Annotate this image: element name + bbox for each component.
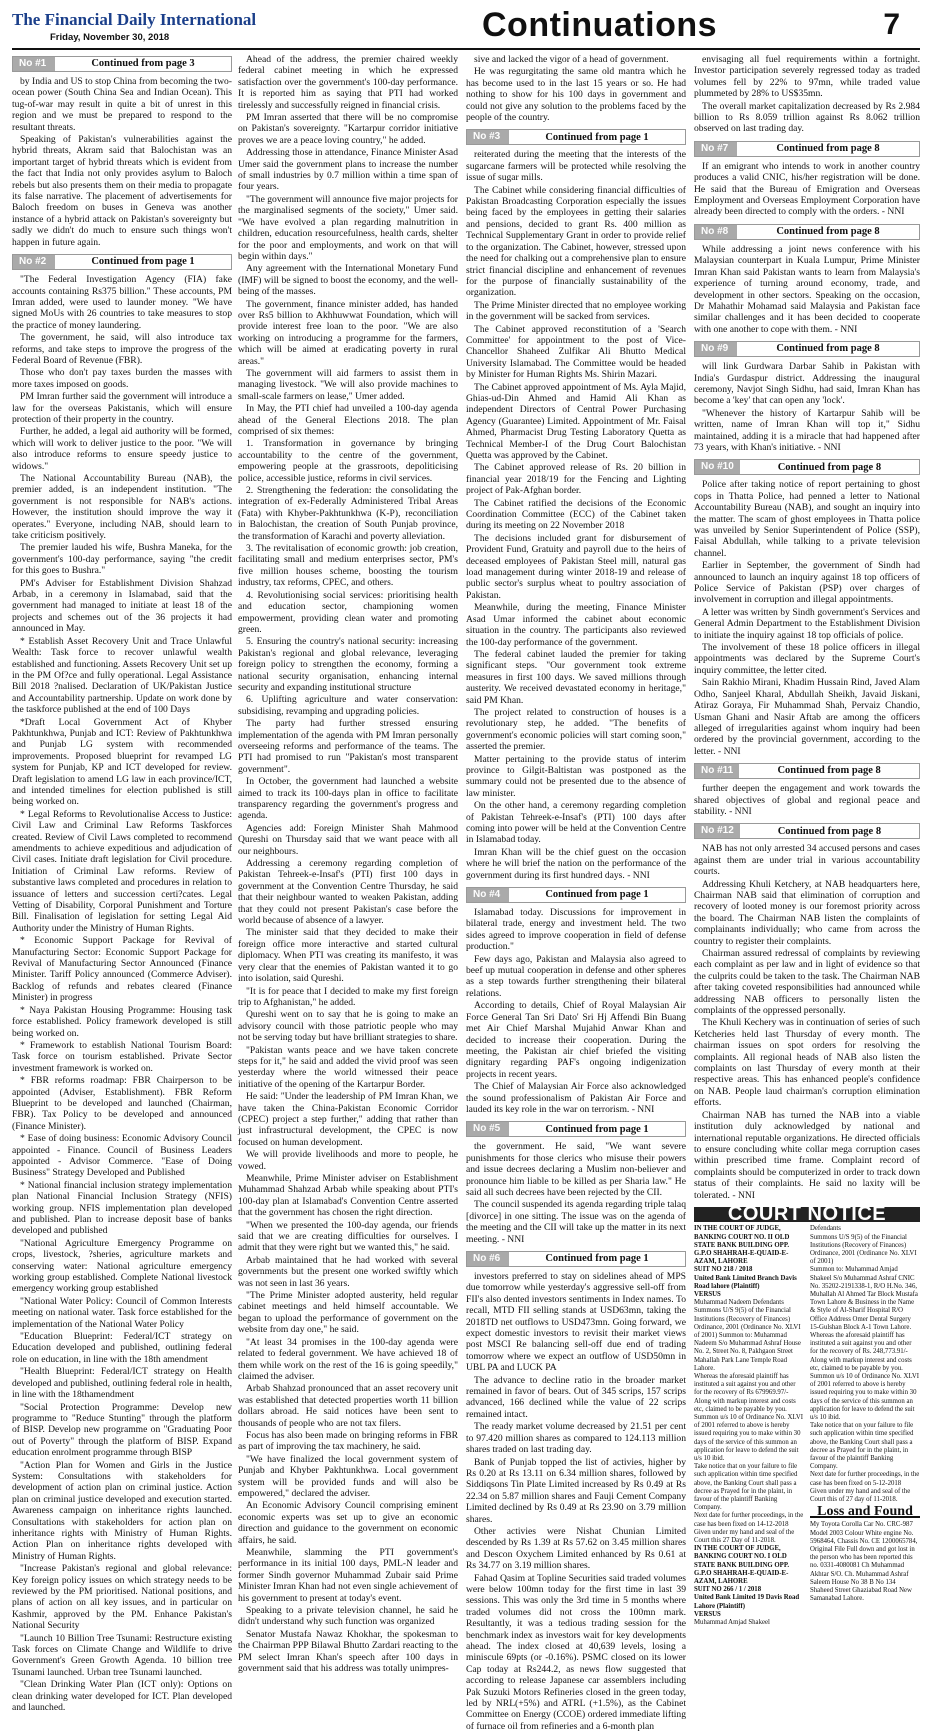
paragraph: The ready market volume decreased by 21.51 per cent to 97.420 million shares as compared to 124.113 million shares traded on last trading day.	[466, 1421, 686, 1456]
column-1	[12, 54, 232, 1714]
paragraph: 6. Uplifting agriculture and water conservation: subsidising, revamping and upgrading policies.	[238, 694, 458, 717]
paragraph: "National Agriculture Emergency Programme on crops, livestock, ?sheries, agriculture markets and conserving water: National agriculture emergency working group established. Complete National livestock emergency working group established	[12, 1237, 232, 1295]
column-4	[694, 54, 920, 1627]
continuation-number: No #12	[695, 824, 740, 838]
loss-and-found-text: My Toyota Corolla Car No. CRC-987 Model 2003 Colour White engine No. 5968464, Chassis No. CE 1200065784, Original File Full down and got lost in the person who has been reported this no. 0331-4080081 Ch Muhammad Akhtar S/O. Ch. Muhammad Ashraf Saleem House No 38 B No 134 Shaheed Street Ghaziabad Road New Samanabad Lahore.	[810, 1521, 918, 1603]
paragraph: The government will aid farmers to assist them in managing livestock. "We will also provide machines to small-scale farmers on lease," Umer added.	[238, 367, 458, 402]
paragraph: If an emigrant who intends to work in another country produces a valid CNIC, his/her registration will be done. He said that the Bureau of Emigration and Overseas Employment and Overseas Employment Corporation have already been directed to comply with the orders. - NNI	[694, 160, 920, 218]
paragraph: "The government will announce five major projects for the marginalised segments of the society," Umer said. "We have evolved a plan regarding malnutrition in children, education resourcefulness, health cards, shelter for the poor and employments, and work on that will begin within days."	[238, 193, 458, 262]
paragraph: * National financial inclusion strategy implementation plan National Financial Inclusion Strategy (NFIS) working group. NFIS implementation plan developed and published. Plan to increase deposit base of banks developed and published	[12, 1179, 232, 1237]
continuation-number: No #5	[467, 1122, 509, 1136]
paragraph: The premier lauded his wife, Bushra Maneka, for the government's 100-day performance, saying "the credit for this goes to Bushra."	[12, 542, 232, 577]
paragraph: 3. The revitalisation of economic growth: job creation, facilitating small and medium enterprises sector, PM's five million houses scheme, boosting the tourism industry, tax reforms, CPEC, and others.	[238, 543, 458, 589]
paragraph: The Cabinet approved reconstitution of a 'Search Committee' for appointment to the post of Vice-Chancellor Shaheed Zulfikar Ali Bhutto Medical University Islamabad. The Committee would be headed by Minister for Human Rights Ms. Shirin Mazari.	[466, 323, 686, 381]
continuation-number: No #7	[695, 142, 737, 156]
paragraph: * Naya Pakistan Housing Programme: Housing task force established. Policy framework developed is still being worked on.	[12, 1004, 232, 1039]
paragraph: The minister said that they decided to make their foreign office more interactive and started cultural diplomacy. When PTI was creating its manifesto, it was very clear that the enemies of Pakistan wanted it to go into isolation, said Qureshi.	[238, 927, 458, 985]
continuation-number: No #9	[695, 342, 737, 356]
paragraph: An Economic Advisory Council comprising eminent economic experts was set up to give an economic direction and guidance to the government on economic affairs, he said.	[238, 1500, 458, 1546]
paragraph: The decisions included grant for disbursement of Provident Fund, Gratuity and payroll due to the heirs of deceased employees of Pakistan Steel mill, natural gas load management during winter 2018-19 and release of public sector's surplus wheat to poultry association of Pakistan.	[466, 532, 686, 601]
continuation-header	[466, 129, 686, 145]
paragraph: The National Accountability Bureau (NAB), the premier added, is an independent institution. "The government is not responsible for NAB's actions. However, the institution should improve the way it operates." Everyone, including NAB, should learn to take criticism positively.	[12, 473, 232, 542]
paragraph: "We have finalized the local government system of Punjab and Khyber Pakhtunkhwa. Local government system will be provided funds and will also be empowered," declared the adviser.	[238, 1453, 458, 1499]
paragraph: Few days ago, Pakistan and Malaysia also agreed to beef up mutual cooperation in defense and other spheres as a step towards further strengthening their bilateral relations.	[466, 953, 686, 999]
page-number: 7	[883, 8, 900, 41]
summons-text: Whereas the aforesaid plaintiff has instituted a suit against you and other for the recovery of Rs 679969.97/- Along with markup interest and costs etc, claimed to be payable by you. Summon u/s 10 of Ordinance No. XLVI of 2001 referred to above is hereby issued requiring you to make within 30 days of the service of this summon an application for leave to defend the suit u/s 10 ibid.	[694, 1373, 804, 1463]
continuation-header	[12, 254, 232, 270]
defendant: Muhammad Amjad Shakeel	[694, 1619, 770, 1627]
paragraph: * Ease of doing business: Economic Advisory Council appointed - Finance. Council of Business Leaders appointed - Advisor Commerce. "Ease of Doing Business" Strategy Developed and Published	[12, 1133, 232, 1179]
continuation-header	[694, 459, 920, 475]
paragraph: "The Prime Minister adopted austerity, held regular cabinet meetings and held himself accountable. We began to upload the performance of government on the website from day one," he said.	[238, 1290, 458, 1336]
given-under-seal: Given under my hand and seal of the Court this of 27 day of 11-2018.	[810, 1487, 911, 1504]
paragraph: "Increase Pakistan's regional and global relevance: Key foreign policy issues on which strategy needs to be reviewed by the PM prioritised. National positions, and plans of action on all key issues, and in particular on Kashmir, approved by the PM. Enhance Pakistan's National Security	[12, 1563, 232, 1632]
paragraph: * FBR reforms roadmap: FBR Chairperson to be appointed (Adviser, Establishment). FBR Reform Blueprint to be developed and launched (Chairman, FBR). Tax Policy to be developed and announced (Finance Minister).	[12, 1075, 232, 1132]
paragraph: PM Imran further said the government will introduce a law for the overseas Pakistanis, which will ensure protection of their property in the country.	[12, 391, 232, 425]
paragraph: 2. Strengthening the federation: the consolidating the integration of ex-Federally Administered Tribal Areas (Fata) with Khyber-Pakhtunkhwa (K-P), reconciliation in Balochistan, the creation of South Punjab province, the transformation of Karachi and poverty alleviation.	[238, 485, 458, 542]
paragraph: "It is for peace that I decided to make my first foreign trip to Afghanistan," he added.	[238, 985, 458, 1008]
continuation-number: No #1	[13, 57, 55, 71]
paragraph: "Pakistan wants peace and we have taken concrete steps for it," he said and added the vivid proof was seen yesterday where the world witnessed their peace initiative of the opening of the Kartarpur Border.	[238, 1044, 458, 1090]
paragraph: Police after taking notice of report pertaining to ghost cops in Thatta Police, had penned a letter to National Accountability Bureau (NAB), and sought an inquiry into the matter. The scam of ghost employees in Thatta police was unveiled by Senior Superintendent of Police (SSP), Faisal Abdullah, while talking to a private television channel.	[694, 479, 920, 559]
paragraph: reiterated during the meeting that the interests of the sugarcane farmers will be protected while resolving the issue of sugar mills.	[466, 149, 686, 184]
paragraph: The Cabinet approved appointment of Ms. Ayla Majid, Ghias-ud-Din Ahmed and Hamid Ali Khan as independent Directors of Central Power Purchasing Agency (Guarantee) Limited. Appointment of Mr. Faisal Ahmed, Pharmacist Drug Testing Laboratory Quetta as Technical Member-I of the Drug Court Balochistan Quetta was approved by the Cabinet.	[466, 381, 686, 461]
paragraph: The Prime Minister directed that no employee working in the government will be sacked from services.	[466, 299, 686, 323]
paragraph: The advance to decline ratio in the broader market remained in favor of bears. Out of 345 scrips, 157 scrips advanced, 166 declined while the value of 22 scrips remained intact.	[466, 1374, 686, 1420]
court-notice-title: COURT NOTICE	[694, 1207, 920, 1222]
paragraph: 5. Ensuring the country's national security: increasing Pakistan's regional and global relevance, leveraging foreign policy to strengthen the economy, forming a national security organisation, enhancing internal security and expanding institutional structure	[238, 636, 458, 693]
continuation-source: Continued from page 1	[545, 131, 649, 143]
issue-date: Friday, November 30, 2018	[50, 32, 170, 43]
court-notice-col-1	[694, 1225, 804, 1627]
paragraph: The party had further stressed ensuring implementation of the agenda with PM Imran personally overseeing reforms and performance of the teams. The PTI had promised to run "Pakistan's most transparent government".	[238, 718, 458, 775]
court-notice	[694, 1225, 920, 1627]
paragraph: In May, the PTI chief had unveiled a 100-day agenda ahead of the General Elections 2018. The plan comprised of six themes:	[238, 403, 458, 437]
paragraph: "Health Blueprint: Federal/ICT strategy on Health developed and published, outlining federal role in health, in line with the 18thamendment	[12, 1366, 232, 1401]
continuation-header	[694, 224, 920, 240]
court-notice-col-2	[810, 1225, 920, 1627]
paragraph: The Chief of Malaysian Air Force also acknowledged the sound professionalism of Pakistan Air Force and lauded its key role in the war on terrorism. - NNI	[466, 1081, 686, 1115]
continuation-source: Continued from page 8	[777, 461, 882, 473]
given-under-seal: Given under my hand and seal of the Court this 27 Day of 11-2018.	[694, 1528, 795, 1545]
paragraph: PM's Adviser for Establishment Division Shahzad Arbab, in a ceremony in Islamabad, said that the government had managed to initiate at least 18 of the projects and schemes out of the 36 projects it had announced in May.	[12, 577, 232, 635]
paragraph: The overall market capitalization decreased by Rs 2.984 billion to Rs 8.059 trillion against Rs 8.062 trillion observed on last trading day.	[694, 100, 920, 135]
paragraph: The involvement of these 18 police officers in illegal appointments was declared by the Supreme Court's inquiry committee, the letter cited.	[694, 642, 920, 676]
paragraph: 1. Transformation in governance by bringing accountability to the centre of the government, empowering people at the grassroots, depoliticising police, accessible justice, reforms in civil services.	[238, 438, 458, 484]
summons-text: Take notice that on your failure to file such application within time specified above, the Banking Court shall pass a decree as Prayed for in the plaint, in favour of the plaintiff Banking Company.	[694, 1463, 798, 1512]
paragraph: "Whenever the history of Kartarpur Sahib will be written, name of Imran Khan will top it," Sidhu maintained, adding it is a miracle that had happened after 73 years, with Khan's initiative. - NNI	[694, 407, 920, 453]
defendant: Defendants	[810, 1225, 841, 1233]
versus: VERSUS	[694, 1290, 721, 1298]
continuation-number: No #6	[467, 1252, 509, 1266]
paragraph: further deepen the engagement and work towards the shared objectives of global and regional peace and stability. - NNI	[694, 783, 920, 817]
defendant: Muhammad Nadeem Defendants	[694, 1299, 784, 1307]
paragraph: Any agreement with the International Monetary Fund (IMF) will be signed to boost the economy, and the well-being of the masses.	[238, 263, 458, 298]
suit-number: SUIT NO 218 / 2018	[694, 1266, 753, 1274]
paragraph: The council suspended its agenda regarding triple talaq [divorce] in one sitting. The issue was on the agenda of the meeting and the CII will take up the matter in its next meeting. - NNI	[466, 1199, 686, 1245]
paragraph: Arbab maintained that he had worked with several governments but the present one worked swiftly which was not seen in last 36 years.	[238, 1254, 458, 1289]
summons-text: Take notice that on your failure to file such application within time specified above, the Banking Court shall pass a decree as Prayed for in the plaint, in favour of the plaintiff Banking Company.	[810, 1422, 914, 1471]
paragraph: Chairman NAB has turned the NAB into a viable institution duly acknowledged by national and international reputable organizations. He directed officials to ensure concluding white collar mega corruption cases within prescribed time frame. Complaint record of complaints should be computerized in order to track down status of their complaints. He said no laxity will be tolerated. - NNI	[694, 1109, 920, 1201]
paragraph: Senator Mustafa Nawaz Khokhar, the spokesman to the Chairman PPP Bilawal Bhutto Zardari reacting to the PM select Imran Khan's speech after 100 days in government said that his address was totally unimpres-	[238, 1628, 458, 1675]
paragraph: On the other hand, a ceremony regarding completion of Pakistan Tehreek-e-Insaf's (PTI) 100 days after coming into power will be held at the Convention Centre in Islamabad today.	[466, 800, 686, 846]
paragraph: Arbab Shahzad pronounced that an asset recovery unit was established that detected properties worth 11 billion dollars abroad. He said notices have been sent to thousands of people who are not tax filers.	[238, 1383, 458, 1429]
paragraph: The Cabinet ratified the decisions of the Economic Coordination Committee (ECC) of the Cabinet taken during its meeting on 22 November 2018	[466, 497, 686, 532]
paragraph: A letter was written by Sindh government's Services and General Admin Department to the Establishment Division to initiate the inquiry against 18 top officials of police.	[694, 606, 920, 641]
paragraph: "When we presented the 100-day agenda, our friends said that we are creating difficulties for ourselves. I admit that they were right but we wanted this," he said.	[238, 1219, 458, 1254]
continuation-number: No #2	[13, 255, 55, 269]
paragraph: * Establish Asset Recovery Unit and Trace Unlawful Wealth: Task force to recover unlawful wealth established and functioning. Assets Recovery Unit set up in the PM Of?ce and fully operational. Legal Assistance Bill 2018 ?nalised. Declaration of UK/Pakistan Justice and Accountability partnership. Update on work done by the taskforce published at the end of 100 Days	[12, 635, 232, 716]
court-heading: IN THE COURT OF JUDGE, BANKING COURT NO. I OLD STATE BANK BUILDING OPP. G.P.O SHAHRAH-E-QUAID-E-AZAM, LAHORE	[694, 1545, 790, 1586]
paragraph: "At least 34 promises in the 100-day agenda were related to federal government. We have achieved 18 of them while work on the rest of the 16 is going speedily," claimed the adviser.	[238, 1336, 458, 1382]
paragraph: Speaking to a private television channel, he said he didn't understand why such function was organized	[238, 1605, 458, 1628]
paragraph: by India and US to stop China from becoming the two-ocean power (South China Sea and Indian Ocean). This tug-of-war may result in quite a bit of unrest in this region and we must be prepared to respond to the resultant threats.	[12, 76, 232, 133]
paragraph: Matter pertaining to the provide status of interim province to Gilgit-Baltistan was postponed as the summary could not be presented due to the absence of law minister.	[466, 753, 686, 799]
column-2	[238, 54, 458, 1675]
paragraph: Islamabad today. Discussions for improvement in bilateral trade, energy and investment held. The two sides agreed to improve cooperation in field of defense production."	[466, 907, 686, 953]
continuation-source: Continued from page 8	[776, 143, 880, 155]
paragraph: "The Federal Investigation Agency (FIA) fake accounts containing Rs375 billion." These accounts, PM Imran added, were used to launder money. "We have signed MoUs with 26 countries to take measures to stop the practice of money laundering.	[12, 274, 232, 331]
paragraph: Other activies were Nishat Chunian Limited descended by Rs 1.39 at Rs 57.62 on 3.45 million shares and Descon Oxychem Limited enhanced by Rs 0.61 at Rs 34.77 on 3.19 million shares.	[466, 1525, 686, 1572]
continuation-number: No #8	[695, 225, 737, 239]
court-heading: IN THE COURT OF JUDGE, BANKING COURT NO. II OLD STATE BANK BUILDING OPP. G.P.O SHAHRAH-E-QUAID-E-AZAM, LAHORE	[694, 1225, 790, 1266]
suit-number: SUIT NO 266 / 1 / 2018	[694, 1586, 762, 1594]
paragraph: 4. Revolutionising social services: prioritising health and education sector, championing women empowerment, providing clean water and promoting green.	[238, 589, 458, 635]
summons-text: Summons U/S 9(5) of the Financial Institutions (Recovery of Finances) Ordinance, 2001 (Ordinance No. XLVI of 2001)	[810, 1233, 917, 1266]
paragraph: Further, he added, a legal aid authority will be formed, which will work to deliver justice to the poor. "We will also introduce reforms to ensure speedy justice to widows."	[12, 426, 232, 472]
paragraph: Ahead of the address, the premier chaired weekly federal cabinet meeting in which he expressed satisfaction over the government's 100-day performance. It is reported him as saying that PTI had worked tirelessly and successfully reigned in financial crisis.	[238, 54, 458, 111]
paragraph: Meanwhile, Prime Minister adviser on Establishment Muhammad Shahzad Arbab while speaking about PTI's 100-day plan at Islamabad's Convention Centre asserted that the government has chosen the right direction.	[238, 1173, 458, 1219]
paragraph: Earlier in September, the government of Sindh had announced to launch an inquiry against 18 top officers of Police Service of Pakistan (PSP) over charges of involvement in corruption and illegal appointments.	[694, 560, 920, 606]
paragraph: The government, finance minister added, has handed over Rs5 billion to Akhhuwwat Foundation, which will provide interest free loan to the poor. "We are also working on introducing a programme for the farmers, which will be aimed at eradicating poverty in rural areas."	[238, 298, 458, 367]
newspaper-name: The Financial Daily International	[12, 10, 257, 29]
continuation-source: Continued from page 8	[777, 825, 882, 837]
column-3	[466, 54, 686, 1732]
paragraph: The government, he said, will also introduce tax reforms, and take steps to improve the progress of the Federal Board of Revenue (FBR).	[12, 332, 232, 366]
continuation-number: No #11	[695, 764, 739, 778]
paragraph: The Khuli Kechery was in continuation of series of such Ketcheries held last Thursday of every month. The chairman issues on spot orders for resolving the complaints. All regional heads of NAB also listen the complaints on last Thursday of every month at their respective areas. This has enhanced people's confidence on NAB. People laud chairman's corruption elimination efforts.	[694, 1017, 920, 1109]
continuation-header	[466, 887, 686, 903]
continuation-source: Continued from page 1	[545, 1123, 649, 1135]
continuation-header	[12, 56, 232, 72]
plaintiff: United Bank Limited 19 Davis Road Lahore (Plaintiff)	[694, 1594, 800, 1610]
paragraph: "Launch 10 Billion Tree Tsunami: Restructure existing Task forces on Climate Change and Wildlife to drive Government's Green Growth Agenda. 10 billion tree Tsunami launched. Urban tree Tsunami launched.	[12, 1632, 232, 1678]
continuation-header	[694, 141, 920, 157]
paragraph: Sain Rakhio Mirani, Khadim Hussain Rind, Javed Alam Odho, Sanjeel Kharal, Abdullah Sheikh, Javaid Jiskani, Atiraz Goraya, Fir Muhammad Shah, Pervaiz Chandio, Usman Ghani and Nasir Aftab are among the officers alleged of irregularities against whom inquiry had been ordered by the provincial government, according to the letter. - NNI	[694, 677, 920, 757]
paragraph: The Cabinet approved release of Rs. 20 billion in financial year 2018/19 for the Fencing and Lighting project of Pak-Afghan border.	[466, 462, 686, 497]
hearing-date: Next date for further proceedings, in the case has been fixed on 14-12-2018	[694, 1512, 804, 1528]
paragraph: Those who don't pay taxes burden the masses with more taxes imposed on goods.	[12, 367, 232, 390]
continuation-header	[694, 341, 920, 357]
paragraph: Addressing those in attendance, Finance Minister Asad Umer said the government plans to increase the number of small industries by 0.7 million within a time span of four years.	[238, 147, 458, 193]
paragraph: * Legal Reforms to Revolutionalise Access to Justice: Civil Law and Criminal Law Reforms Taskforces created. Review of Civil Laws completed to recommend amendments to achieve expeditious and adjudication of Civil cases. Initiate draft legislation for Civil procedure. Initiation of Criminal Law reforms. Review of substantive laws completed and procedures in relation to issuance of letters and succession certi?cates. Legal Vetting of Disability, Corporal Punishment and Torture Bill. Finalisation of legislation for setting Legal Aid Authority under the Ministry of Human Rights.	[12, 808, 232, 934]
loss-and-found-title: Loss and Found	[810, 1508, 920, 1518]
header-rule	[12, 48, 920, 50]
paragraph: * Framework to establish National Tourism Board: Task force on tourism established. Private Sector investment framework is worked on.	[12, 1039, 232, 1074]
continuation-number: No #3	[467, 130, 509, 144]
paragraph: Bank of Punjab topped the list of activies, higher by Rs 0.20 at Rs 13.11 on 6.34 million shares, followed by Siddiqsons Tin Plate Limited increased by Rs 0.49 at Rs 22.34 on 5.87 million shares and Fauji Cement Company Limited declined by Rs 0.49 at Rs 23.90 on 3.79 million shares.	[466, 1456, 686, 1525]
paragraph: Qureshi went on to say that he is going to make an advisory council with those patriotic people who may not be serving today but have brilliant strategies to share.	[238, 1009, 458, 1044]
hearing-date: Next date for further proceedings, in the case has been fixed on 5-12-2018	[810, 1471, 920, 1487]
paragraph: "Education Blueprint: Federal/ICT strategy on Education developed and published, outlining federal role on education, in line with the 18th amendment	[12, 1331, 232, 1365]
paragraph: Chairman assured redressal of complaints by reviewing each complaint as per law and in light of evidence so that the culprits could be taken to the task. The Chairman NAB after taking coveted responsibilities had announced while addressing NAB officers to personally listen the complaints of the oppressed personally.	[694, 948, 920, 1017]
continuation-source: Continued from page 8	[777, 765, 881, 777]
versus: VERSUS	[694, 1610, 721, 1618]
paragraph: the government. He said, "We want severe punishments for those clerics who misuse their powers and issue decrees declaring a Muslim non-believer and pronounce him liable to be killed as per Sharia law." He said all such decrees have been rejected by the CII.	[466, 1141, 686, 1198]
paragraph: Fahad Qasim at Topline Securities said traded volumes were below 100mn today for the first time in last 39 sessions. This was only the 3rd time in 5 months where traded volumes did not cross the 100mn mark. Resultantly, it was a tedious trading session for the benchmark index as investors wait for key developments ahead. The index closed at 40,639 levels, losing a miniscule 69pts (or -0.16%). PSMC closed on its lower Cap today at Rs244.2, as news flow suggested that according to release Japanese car assemblers including Pak Suzuki Motors Refineries closed in the green today, led by NRL(+5%) and ATRL (+1.5%), as the Cabinet Committee on Energy (CCOE) ordered immediate lifting of furnace oil from refineries and a 6-month plan	[466, 1572, 686, 1732]
paragraph: He said: "Under the leadership of PM Imran Khan, we have taken the China-Pakistan Economic Corridor (CPEC) project a step further," adding that rather than just infrastructural development, the CPEC is now focused on human development.	[238, 1091, 458, 1148]
paragraph: Imran Khan will be the chief guest on the occasion where he will brief the nation on the performance of the government during its first hundred days. - NNI	[466, 846, 686, 881]
summons-text: Summons U/S 9(5) of the Financial Institutions (Recovery of Finances) Ordinance, 2001 (Ordinance No. XLVI of 2001) Summon to: Muhammad Nadeem S/o Muhammad Ashraf House No. 2, Street No. 8, Pakhgaon Street Mahallah Park Lane Temple Road Lahore.	[694, 1307, 801, 1372]
continuation-header	[694, 823, 920, 839]
continuation-source: Continued from page 1	[91, 256, 195, 268]
paragraph: PM Imran asserted that there will be no compromise on Pakistan's sovereignty. "Kartarpur corridor initiative proves we are a peace loving country," he added.	[238, 112, 458, 146]
paragraph: The federal cabinet lauded the premier for taking significant steps. "Our government took extreme measures in first 100 days. We saved millions through austerity. We received devastated economy in heritage," said PM Khan.	[466, 648, 686, 706]
paragraph: Addressing Khuli Ketchery, at NAB headquarters here, Chairman NAB said that elimination of corruption and recovery of looted money is our foremost priority across the board. The Chairman NAB listen the complaints of complainants individually; who came from across the country to register their complaints.	[694, 878, 920, 947]
continuation-source: Continued from page 1	[545, 889, 649, 901]
paragraph: "Clean Drinking Water Plan (ICT only): Options on clean drinking water developed for ICT. Plan developed and launched.	[12, 1679, 232, 1714]
paragraph: While addressing a joint news conference with his Malaysian counterpart in Kuala Lumpur, Prime Minister Imran Khan said Pakistan wants to learn from Malaysia's experience of turning around economy, trade, and development in other sectors. Speaking on the occasion, Dr Mahathir Mohamad said Malaysia and Pakistan face similar challenges and it has been decided to cooperate with one another to cope with them. - NNI	[694, 243, 920, 335]
paragraph: Meanwhile, slamming the PTI government's performance in its initial 100 days, PML-N leader and former Sindh governor Muhammad Zubair said Prime Minister Imran Khan had not even single achievement of his government to present at today's event.	[238, 1547, 458, 1604]
continuation-source: Continued from page 3	[91, 58, 195, 70]
paragraph: Addressing a ceremony regarding completion of Pakistan Tehreek-e-Insaf's (PTI) first 100 days in government at the Convention Centre Thursday, he said that their neighbour wanted to weaken Pakistan, adding that they could not present Pakistan's case before the world because of absence of a lawyer.	[238, 858, 458, 927]
paragraph: The project related to construction of houses is a revolutionary step, he added. "The benefits of government's economic policies will start coming soon," asserted the premier.	[466, 706, 686, 753]
paragraph: He was regurgitating the same old mantra which he has become used to in the last 15 years or so. He had nothing to show for his 100 days in government and could not give any solution to the problems faced by the people of the country.	[466, 66, 686, 124]
paragraph: NAB has not only arrested 34 accused persons and cases against them are under trial in various accountability courts.	[694, 843, 920, 878]
paragraph: envisaging all fuel requirements within a fortnight. Investor participation severely regressed today as traded volumes fell by 22% to 97mn, while traded value plummeted by 28% to US$35mn.	[694, 54, 920, 100]
continuation-header	[694, 763, 920, 779]
continuation-number: No #10	[695, 460, 740, 474]
paragraph: Meanwhile, during the meeting, Finance Minister Asad Umar informed the cabinet about economic situation in the country. The participants also reviewed the 100-day performance of the government.	[466, 602, 686, 648]
summons-text: Whereas the aforesaid plaintiff has instituted a suit against you and other for the recovery of Rs. 248,773.91/- Along with markup interest and costs etc, claimed to be payable by you. Summon u/s 10 of Ordinance No. XLVI of 2001 referred to above is hereby issued requiring you to make within 30 days of the service of this summon an application for leave to defend the suit u/s 10 ibid.	[810, 1331, 920, 1422]
summons-text: Summon to: Muhammad Amjad Shakeel S/o Muhammad Ashraf CNIC No. 35202-2191338-1, R/O H.No. 346, Muhallah Al Ahmed Tar Block Mustafa Town Lahore & Business in the Name & Style of Al-Sharif Hospital R/O Office Address Omer Dental Surgery 15-Gulshan Block A-1 Town Lahore.	[810, 1266, 918, 1331]
paragraph: According to details, Chief of Royal Malaysian Air Force General Tan Sri Dato' Sri Hj Affendi Bin Buang met Air Chief Marshal Mujahid Anwar Khan and decided to increase their cooperation. During the meeting, the Pakistan air chief briefed the visiting dignitary regarding PAF's ongoing indigenization projects in recent years.	[466, 1000, 686, 1080]
plaintiff: United Bank Limited Branch Davis Road lahore (Plaintiff)	[694, 1274, 797, 1290]
paragraph: "Social Protection Programme: Develop new programme to "Reduce Stunting" through the platform of BISP. Develop new programme on "Graduating Poor out of Poverty" through the platform of BISP. Expand education enrolment programme through BISP	[12, 1401, 232, 1459]
section-title: Continuations	[482, 6, 718, 44]
continuation-header	[466, 1251, 686, 1267]
paragraph: We will provide livelihoods and more to people, he vowed.	[238, 1149, 458, 1172]
paragraph: investors preferred to stay on sidelines ahead of MPS due tomorrow while yesterday's aggressive sell-off from FII's also dented investors sentiments in Index names. To recall, MTD FII selling stands at USD63mn, taking the 2018TD net outflows to USD473mn. Going forward, we expect domestic investors to revisit their market views post MSCI Re balancing sell-off due end of trading tomorrow where we expect an outflow of USD50mn in UBL PA and LUCK PA	[466, 1271, 686, 1374]
paragraph: *Draft Local Government Act of Khyber Pakhtunkhwa, Punjab and ICT: Review of Pakhtunkhwa and Punjab LG system with recommended improvements. Proposed blueprint for revamped LG system for Punjab, KP and ICT developed for review. Draft legislation to amend LG law in each province/ICT, and intended timelines for election published is still being worked on.	[12, 716, 232, 808]
paragraph: * Economic Support Package for Revival of Manufacturing Sector: Economic Support Package for Revival of Manufacturing Sector Announced (Finance Minister. Tariff Policy announced (Commerce Adviser). Backlog of refunds and rebates cleared (Finance Minister) in progress	[12, 935, 232, 1004]
paragraph: In October, the government had launched a website aimed to track its 100-days plan in office to facilitate transparency regarding the government's progress and agenda.	[238, 776, 458, 822]
continuation-header	[466, 1121, 686, 1137]
continuation-source: Continued from page 1	[545, 1253, 649, 1265]
paragraph: Focus has also been made on bringing reforms in FBR as part of improving the tax machinery, he said.	[238, 1429, 458, 1453]
paragraph: will link Gurdwara Darbar Sahib in Pakistan with India's Gurdaspur district. Addressing the inaugural ceremony, Navjot Singh Sidhu, had said, Imran Khan has become a 'key' that can open any 'lock'.	[694, 361, 920, 407]
continuation-source: Continued from page 8	[776, 226, 880, 238]
continuation-number: No #4	[467, 888, 509, 902]
paragraph: The Cabinet while considering financial difficulties of Pakistan Broadcasting Corporation especially the issues being faced by the employees in getting their salaries and pensions, decided to grant Rs. 400 million as Technical Supplementary Grant in order to provide relief to the organization. The Cabinet, however, stressed upon the need for chalking out a comprehensive plan to ensure strict financial discipline and enhancement of revenues for the purpose of financially sustainability of the organization.	[466, 184, 686, 299]
paragraph: Speaking of Pakistan's vulnerabilities against the hybrid threats, Akram said that Balochistan was an important target of hybrid threats which is evident from the fact that India not only provides asylum to Baloch rebels but also presents them on their media to propagate its false narrative. The placement of advertisements for Baloch freedom on buses in Geneva was another instance of a hybrid attack on Pakistan's sovereignty but sadly we didn't do much to ensure such things won't happen in future again.	[12, 134, 232, 248]
continuation-source: Continued from page 8	[776, 343, 880, 355]
paragraph: "National Water Policy: Council of Common Interests meeting on national water. Task force established for the implementation of the National Water Policy	[12, 1295, 232, 1330]
paragraph: "Action Plan for Women and Girls in the Justice System: Consultations with stakeholders for development of action plan on criminal justice. Action plan on criminal justice developed and execution started. Awareness campaign on inheritance rights launched. Consultations with stakeholders for action plan on inheritance rights with Ministry of Human Rights. Action Plan on inheritance rights developed with Ministry of Human Rights.	[12, 1459, 232, 1562]
paragraph: Agencies add: Foreign Minister Shah Mahmood Qureshi on Thursday said that we want peace with all our neighbours.	[238, 822, 458, 857]
masthead	[12, 4, 920, 48]
paragraph: sive and lacked the vigor of a head of government.	[474, 54, 669, 65]
